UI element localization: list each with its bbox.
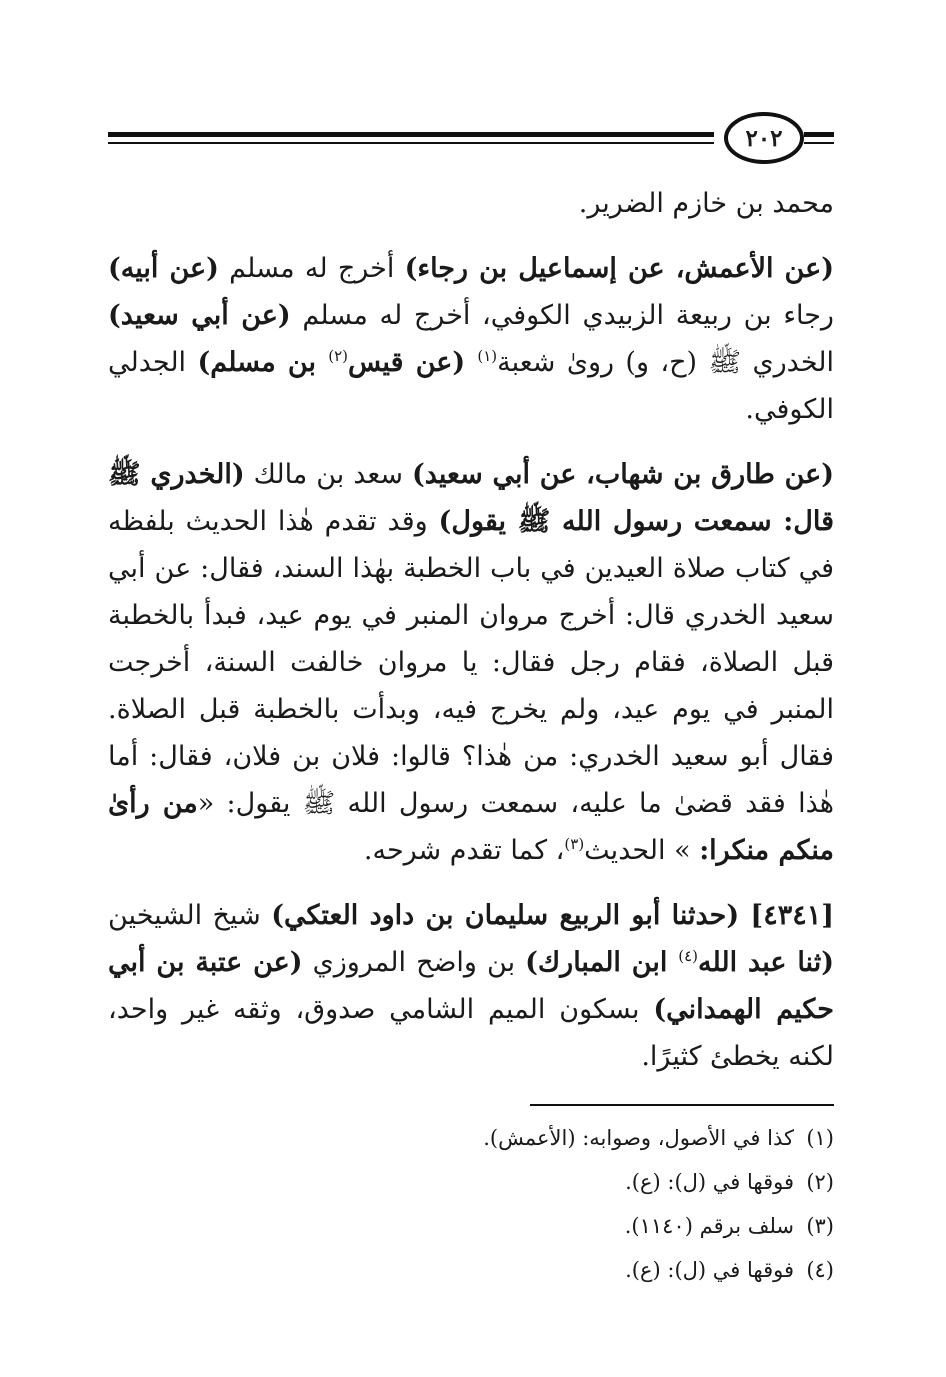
footnote-text: سلف برقم (١١٤٠). bbox=[624, 1214, 794, 1238]
plain-text: رجاء بن ربيعة الزبيدي الكوفي، أخرج له مسلم bbox=[290, 300, 834, 331]
plain-text: وقد تقدم هٰذا الحديث بلفظه في كتاب صلاة العيدين في باب الخطبة بهٰذا السند، فقال: عن أبي سعيد الخدري قال: أخرج مروان المنبر في يوم عيد، فبدأ بالخطبة قبل الصلاة، فقام رجل فقال: يا مروان خالفت السنة، أخرجت المنبر في يوم عيد، ولم يخرج فيه، وبدأت بالخطبة قبل الصلاة. فقال أبو سعيد الخدري: من هٰذا؟ قالوا: فلان بن فلان، فقال: أما هٰذا فقد قضىٰ ما عليه، سمعت رسول الله ﷺ يقول: « bbox=[108, 506, 834, 819]
plain-text: » الحديث bbox=[584, 835, 700, 866]
header-rule-thin bbox=[108, 142, 714, 144]
bold-text: (عن عتبة بن أبي حكيم الهمداني) bbox=[108, 947, 834, 1025]
paragraph-2 bbox=[108, 451, 834, 874]
paragraph-1 bbox=[108, 245, 834, 433]
bold-text: (عن طارق بن شهاب، عن أبي سعيد) bbox=[411, 459, 835, 490]
footnote-ref-4[interactable]: (٤) bbox=[678, 947, 699, 965]
header-rule-thick bbox=[108, 132, 714, 137]
footnote-number: (٤) bbox=[806, 1258, 834, 1282]
footnote-item bbox=[108, 1160, 834, 1204]
header-rule-right-thick bbox=[804, 132, 834, 137]
footnote-number: (٣) bbox=[806, 1214, 834, 1238]
footnote-text: فوقها في (ل): (ع). bbox=[625, 1258, 794, 1282]
plain-text: بسكون الميم الشامي صدوق، وثقه غير واحد، لكنه يخطئ كثيرًا. bbox=[108, 994, 834, 1072]
plain-text: الجدلي الكوفي. bbox=[108, 347, 834, 425]
bold-text: (عن أبيه) bbox=[108, 253, 219, 284]
footnote-text: فوقها في (ل): (ع). bbox=[625, 1170, 794, 1194]
footnote-ref-1[interactable]: (١) bbox=[477, 347, 498, 365]
bold-text: (ثنا عبد الله bbox=[698, 947, 834, 978]
plain-text: بن واضح المروزي bbox=[302, 947, 526, 978]
plain-text: سعد بن مالك bbox=[244, 459, 412, 490]
footnote-item bbox=[108, 1204, 834, 1248]
main-text bbox=[108, 180, 834, 1080]
plain-text: شيخ الشيخين bbox=[108, 900, 272, 931]
paragraph-0: محمد بن خازم الضرير. bbox=[578, 188, 834, 219]
bold-text: (عن أبي سعيد) bbox=[108, 300, 291, 331]
footnote-ref-2[interactable]: (٢) bbox=[328, 347, 348, 365]
footnote-number: (٢) bbox=[806, 1170, 834, 1194]
footnotes bbox=[108, 1116, 834, 1292]
header-rule-right-thin bbox=[804, 142, 834, 144]
footnote-item bbox=[108, 1248, 834, 1292]
plain-text: أخرج له مسلم bbox=[218, 253, 405, 284]
plain-text: ، كما تقدم شرحه. bbox=[363, 835, 565, 866]
bold-text: (عن الأعمش، عن إسماعيل بن رجاء) bbox=[404, 253, 834, 284]
footnote-ref-3[interactable]: (٣) bbox=[564, 835, 585, 853]
bold-text: (عن قيس bbox=[348, 347, 478, 378]
bold-text: (الخدري ﷺ قال: سمعت رسول الله ﷺ يقول) bbox=[108, 459, 834, 537]
bold-text: ابن المبارك) bbox=[525, 947, 679, 978]
page-header bbox=[108, 112, 834, 172]
bold-text: [٤٣٤١] (حدثنا أبو الربيع سليمان بن داود العتكي) bbox=[271, 900, 834, 931]
plain-text: الخدري ﷺ (ح، و) روىٰ شعبة bbox=[497, 347, 834, 378]
bold-text: من رأىٰ منكم منكرا: bbox=[108, 788, 834, 866]
paragraph-3 bbox=[108, 892, 834, 1080]
footnote-item bbox=[108, 1116, 834, 1160]
footnote-text: كذا في الأصول، وصوابه: (الأعمش). bbox=[483, 1126, 794, 1150]
bold-text: بن مسلم) bbox=[197, 347, 329, 378]
footnote-separator bbox=[530, 1104, 834, 1106]
footnote-number: (١) bbox=[806, 1126, 834, 1150]
page-number: ٢٠٢ bbox=[724, 112, 804, 164]
